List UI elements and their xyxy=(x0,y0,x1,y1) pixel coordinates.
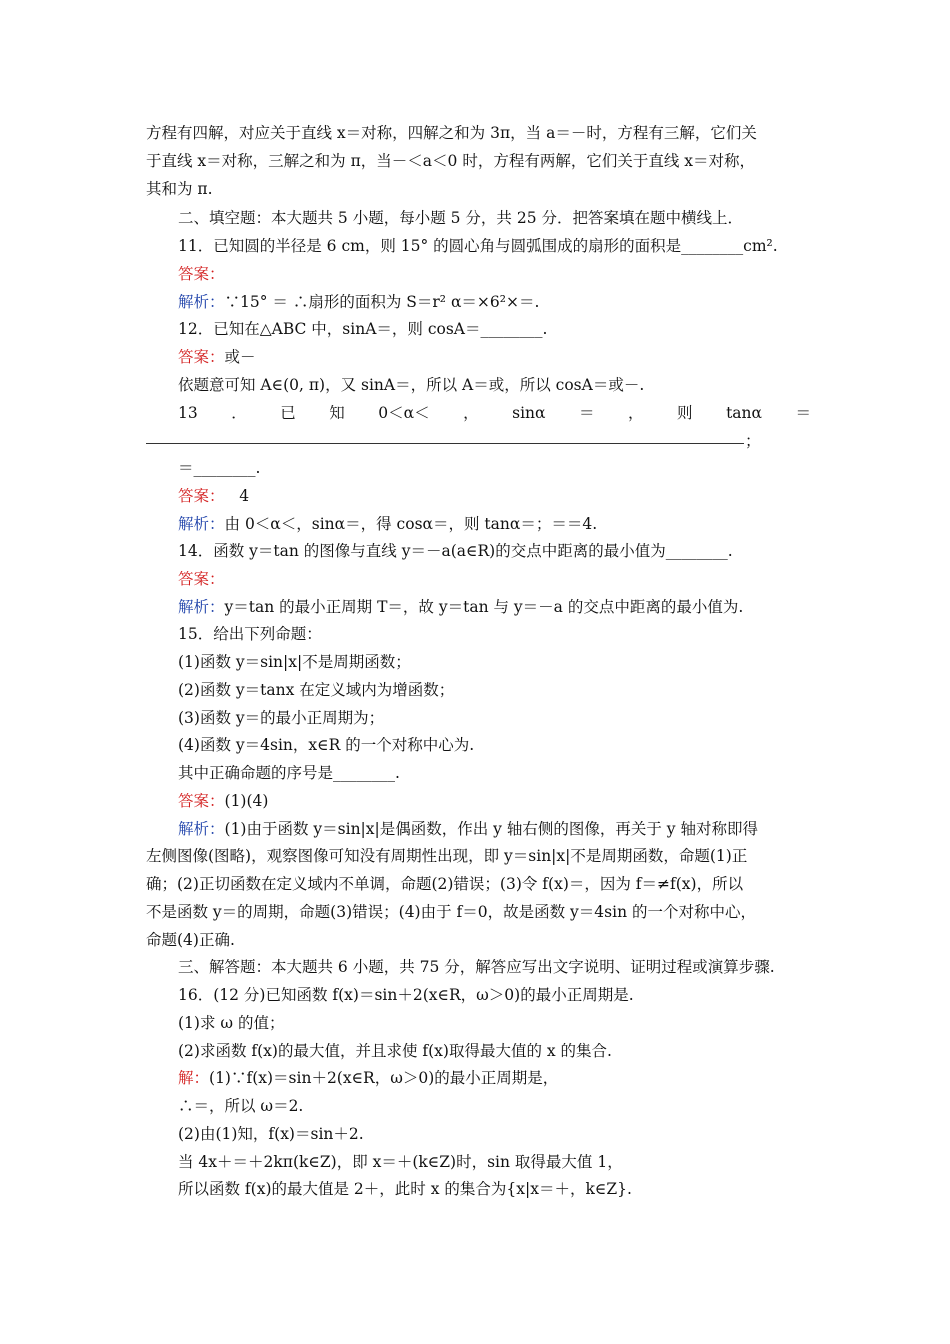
solution-label: 解： xyxy=(178,1069,210,1087)
question-11: 11．已知圆的半径是 6 cm，则 15° 的圆心角与圆弧围成的扇形的面积是________cm². xyxy=(178,237,778,255)
answer-line xyxy=(178,485,811,507)
q13-part: tanα xyxy=(726,404,762,422)
analysis-text: ∵15° ＝ ∴扇形的面积为 S＝r² α＝×6²×＝. xyxy=(224,293,540,311)
question-14: 14．函数 y＝tan 的图像与直线 y＝－a(a∈R)的交点中距离的最小值为________. xyxy=(178,542,733,560)
analysis-line xyxy=(178,818,811,840)
question-15: 15．给出下列命题： xyxy=(178,625,322,643)
q13-part: ＝ xyxy=(579,404,595,422)
q13-part: 0＜α＜ xyxy=(378,404,430,422)
analysis-line xyxy=(178,596,811,618)
analysis-label: 解析： xyxy=(178,293,225,311)
text-line: 不是函数 y＝的周期，命题(3)错误；(4)由于 f＝0，故是函数 y＝4sin 的一个对称中心， xyxy=(146,903,756,921)
q13-part: ． xyxy=(231,404,247,422)
text-line: 依题意可知 A∈(0, π)，又 sinA＝，所以 A＝或，所以 cosA＝或－. xyxy=(178,376,645,394)
section-heading: 二、填空题：本大题共 5 小题，每小题 5 分，共 25 分．把答案填在题中横线上． xyxy=(178,209,744,227)
blank-underline xyxy=(146,443,744,444)
answer-label: 答案： xyxy=(178,570,225,588)
q13-part: 则 xyxy=(677,404,693,422)
answer-line xyxy=(178,790,811,812)
text-line: 左侧图像(图略)，观察图像可知没有周期性出现，即 y＝sin|x|不是周期函数，命题(1)正 xyxy=(146,847,748,865)
text-line: 当 4x＋＝＋2kπ(k∈Z)，即 x＝＋(k∈Z)时，sin 取得最大值 1， xyxy=(178,1153,623,1171)
answer-label: 答案： xyxy=(178,348,225,366)
text-line: 确；(2)正切函数在定义域内不单调，命题(2)错误；(3)令 f(x)＝，因为 f＝≠f(x)，所以 xyxy=(146,875,744,893)
q13-part: 已 xyxy=(280,404,296,422)
analysis-text: (1)由于函数 y＝sin|x|是偶函数，作出 y 轴右侧的图像，再关于 y 轴对称即得 xyxy=(224,820,758,838)
answer-line xyxy=(178,263,811,285)
analysis-text: 由 0＜α＜，sinα＝，得 cosα＝，则 tanα＝；＝＝4. xyxy=(224,515,598,533)
section-heading: 三、解答题：本大题共 6 小题，共 75 分，解答应写出文字说明、证明过程或演算步骤. xyxy=(178,958,775,976)
question-12: 12．已知在△ABC 中，sinA＝，则 cosA＝________. xyxy=(178,320,548,338)
text-line: 其中正确命题的序号是________. xyxy=(178,764,400,782)
proposition-1: (1)函数 y＝sin|x|不是周期函数； xyxy=(178,653,411,671)
answer-text: 或－ xyxy=(224,348,256,366)
question-13 xyxy=(178,402,811,424)
proposition-3: (3)函数 y＝的最小正周期为； xyxy=(178,709,385,727)
text-line: (2)由(1)知，f(x)＝sin＋2. xyxy=(178,1125,364,1143)
analysis-label: 解析： xyxy=(178,598,225,616)
answer-text: 4 xyxy=(239,487,250,505)
analysis-label: 解析： xyxy=(178,820,225,838)
semicolon: ； xyxy=(745,432,761,450)
text-line: 其和为 π. xyxy=(146,180,213,198)
subquestion-1: (1)求 ω 的值； xyxy=(178,1014,285,1032)
text-line: 方程有四解，对应关于直线 x＝对称，四解之和为 3π，当 a＝－时，方程有三解，它们关 xyxy=(146,124,757,142)
answer-line xyxy=(178,346,811,368)
solution-text: (1)∵f(x)＝sin＋2(x∈R，ω＞0)的最小正周期是， xyxy=(209,1069,559,1087)
text-line: 所以函数 f(x)的最大值是 2＋，此时 x 的集合为{x|x＝＋，k∈Z}. xyxy=(178,1180,632,1198)
answer-line xyxy=(178,568,811,590)
answer-label: 答案： xyxy=(178,265,225,283)
solution-line xyxy=(178,1067,811,1089)
q13-part: 13 xyxy=(178,404,198,422)
subquestion-2: (2)求函数 f(x)的最大值，并且求使 f(x)取得最大值的 x 的集合. xyxy=(178,1042,612,1060)
text-line: 于直线 x＝对称，三解之和为 π，当－＜a＜0 时，方程有两解，它们关于直线 x＝对称， xyxy=(146,152,755,170)
q13-part: 知 xyxy=(329,404,345,422)
q13-part: ， xyxy=(463,404,479,422)
proposition-2: (2)函数 y＝tanx 在定义域内为增函数； xyxy=(178,681,455,699)
q13-part: sinα xyxy=(512,404,546,422)
analysis-text: y＝tan 的最小正周期 T＝，故 y＝tan 与 y＝－a 的交点中距离的最小值为. xyxy=(224,598,744,616)
analysis-line xyxy=(178,291,811,313)
q13-part: ， xyxy=(628,404,644,422)
text-line: ∴＝，所以 ω＝2. xyxy=(178,1097,304,1115)
text-line: ＝________. xyxy=(178,459,261,477)
text-line: 命题(4)正确. xyxy=(146,931,235,949)
answer-label: 答案： xyxy=(178,792,225,810)
proposition-4: (4)函数 y＝4sin，x∈R 的一个对称中心为. xyxy=(178,736,475,754)
q13-part: ＝ xyxy=(795,404,811,422)
question-16: 16．(12 分)已知函数 f(x)＝sin＋2(x∈R，ω＞0)的最小正周期是. xyxy=(178,986,634,1004)
analysis-line xyxy=(178,513,811,535)
answer-text: (1)(4) xyxy=(224,792,269,810)
answer-label: 答案： xyxy=(178,487,225,505)
analysis-label: 解析： xyxy=(178,515,225,533)
